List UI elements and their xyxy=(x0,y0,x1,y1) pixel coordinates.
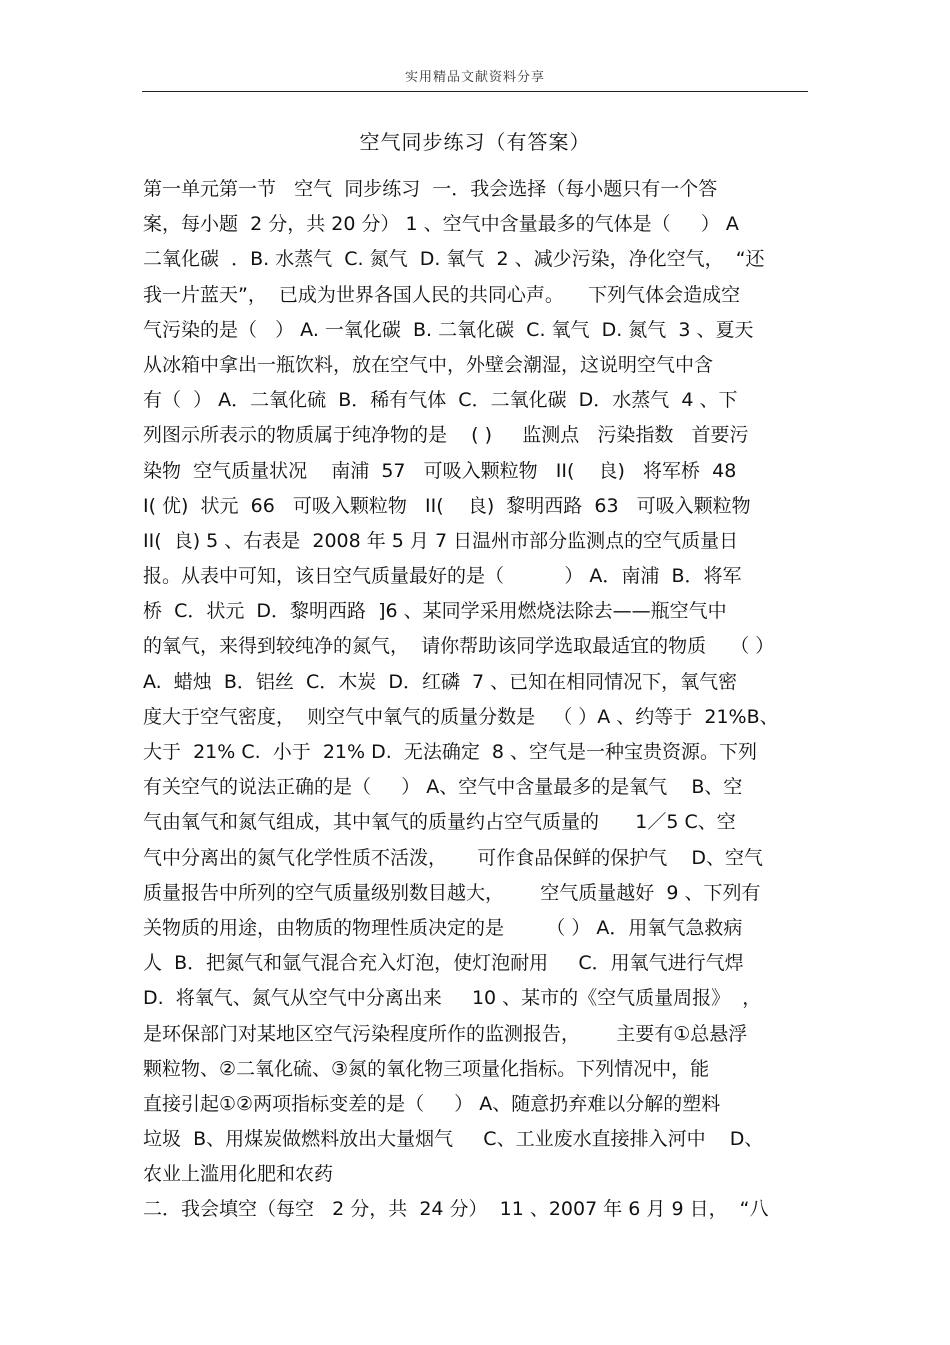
body-line: I( 优) 状元 66 可吸入颗粒物 II( 良) 黎明西路 63 可吸入颗粒物 xyxy=(143,494,751,517)
body-line: II( 良) 5 、右表是 2008 年 5 月 7 日温州市部分监测点的空气质量日 xyxy=(143,529,739,552)
body-line: 有关空气的说法正确的是（ ） A、空气中含量最多的是氧气 B、空 xyxy=(143,776,743,799)
body-line: 从冰箱中拿出一瓶饮料，放在空气中，外壁会潮湿，这说明空气中含 xyxy=(143,353,714,376)
body-line: 案，每小题 2 分，共 20 分） 1 、空气中含量最多的气体是（ ） A xyxy=(143,213,739,236)
body-line: 我一片蓝天”， 已成为世界各国人民的共同心声。 下列气体会造成空 xyxy=(143,283,741,306)
body-line: 气污染的是（ ） A. 一氧化碳 B. 二氧化碳 C. 氧气 D. 氮气 3 、夏天 xyxy=(143,318,754,341)
body-line: 农业上滥用化肥和农药 xyxy=(143,1163,334,1186)
body-line: 质量报告中所列的空气质量级别数目越大， 空气质量越好 9 、下列有 xyxy=(143,881,761,904)
body-line: 的氧气，来得到较纯净的氮气， 请你帮助该同学选取最适宜的物质 （ ） xyxy=(143,635,775,658)
document-title: 空气同步练习（有答案） xyxy=(359,130,591,154)
body-line: 颗粒物、②二氧化硫、③氮的氧化物三项量化指标。下列情况中，能 xyxy=(143,1057,710,1080)
body-line: 有（ ） A．二氧化硫 B．稀有气体 C．二氧化碳 D．水蒸气 4 、下 xyxy=(143,389,738,412)
body-line: 人 B．把氮气和氩气混合充入灯泡，使灯泡耐用 C．用氧气进行气焊 xyxy=(143,952,744,975)
body-line: 桥 C．状元 D．黎明西路 ]6 、某同学采用燃烧法除去——瓶空气中 xyxy=(143,600,727,623)
body-line: 垃圾 B、用煤炭做燃料放出大量烟气 C、工业废水直接排入河中 D、 xyxy=(143,1128,764,1151)
body-line: 是环保部门对某地区空气污染程度所作的监测报告， 主要有①总悬浮 xyxy=(143,1022,748,1045)
body-line: 度大于空气密度， 则空气中氧气的质量分数是 （ ）A 、约等于 21%B、 xyxy=(143,705,779,728)
body-line: 关物质的用途，由物质的物理性质决定的是 （ ） A．用氧气急救病 xyxy=(143,916,743,939)
body-line: 气中分离出的氮气化学性质不活泼， 可作食品保鲜的保护气 D、空气 xyxy=(143,846,763,869)
running-header: 实用精品文献资料分享 xyxy=(404,70,545,85)
body-line: 报。从表中可知，该日空气质量最好的是（ ） A．南浦 B．将军 xyxy=(143,565,742,588)
section-heading-line: 二．我会填空（每空 2 分，共 24 分） 11 、2007 年 6 月 9 日， “八 xyxy=(143,1198,769,1221)
body-line: 大于 21% C. 小于 21% D. 无法确定 8 、空气是一种宝贵资源。下列 xyxy=(143,741,758,763)
body-line: 直接引起①②两项指标变差的是（ ） A、随意扔弃难以分解的塑料 xyxy=(143,1092,721,1115)
body-line: A. 蜡烛 B．铝丝 C．木炭 D．红磷 7 、已知在相同情况下，氧气密 xyxy=(143,670,738,693)
document-body xyxy=(143,172,813,1228)
body-line: 第一单元第一节 空气 同步练习 一．我会选择（每小题只有一个答 xyxy=(143,178,718,200)
body-line: D. 将氧气、氮气从空气中分离出来 10 、某市的《空气质量周报》 ， xyxy=(143,987,762,1010)
header-divider xyxy=(142,91,808,92)
body-line: 列图示所表示的物质属于纯净物的是 ( ) 监测点 污染指数 首要污 xyxy=(143,424,749,447)
body-line: 气由氧气和氮气组成，其中氧气的质量约占空气质量的 1／5 C、空 xyxy=(143,811,736,834)
body-line: 染物 空气质量状况 南浦 57 可吸入颗粒物 II( 良) 将军桥 48 xyxy=(143,459,737,482)
body-line: 二氧化碳 ．B. 水蒸气 C. 氮气 D. 氧气 2 、减少污染，净化空气， “还 xyxy=(143,248,765,271)
